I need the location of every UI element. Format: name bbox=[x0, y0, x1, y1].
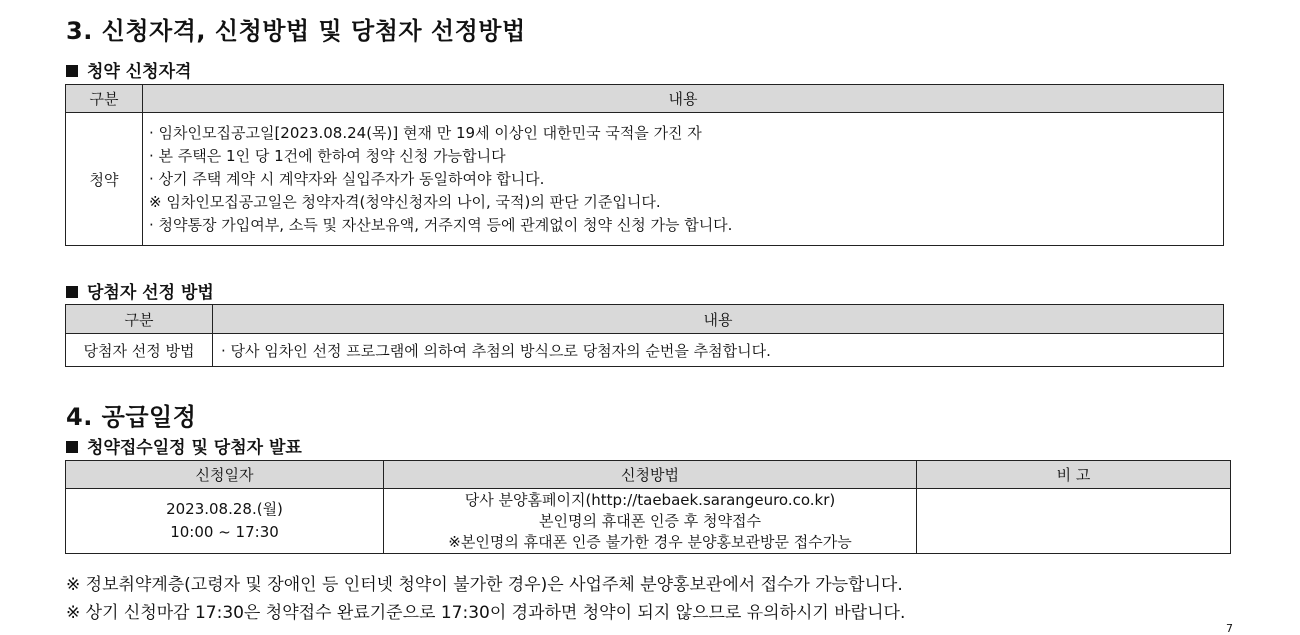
selection-table bbox=[65, 304, 1224, 367]
header-category: 구분 bbox=[66, 305, 213, 334]
square-bullet-icon bbox=[66, 286, 78, 298]
section-3-title: 3. 신청자격, 신청방법 및 당첨자 선정방법 bbox=[66, 17, 526, 45]
table-row bbox=[66, 113, 1224, 246]
section-4-title: 4. 공급일정 bbox=[66, 403, 197, 431]
header-date: 신청일자 bbox=[66, 461, 384, 489]
eligibility-table bbox=[65, 84, 1224, 246]
eligibility-lines bbox=[143, 113, 1224, 246]
method-line: ※본인명의 휴대폰 인증 불가한 경우 분양홍보관방문 접수가능 bbox=[448, 532, 852, 551]
note-line: ※ 상기 신청마감 17:30은 청약접수 완료기준으로 17:30이 경과하면 청약이 되지 않으므로 유의하시기 바랍니다. bbox=[66, 603, 906, 623]
square-bullet-icon bbox=[66, 441, 78, 453]
header-category: 구분 bbox=[66, 85, 143, 113]
row-content: · 당사 임차인 선정 프로그램에 의하여 추첨의 방식으로 당첨자의 순번을 추첨합니다. bbox=[213, 334, 1224, 367]
method-line: 본인명의 휴대폰 인증 후 청약접수 bbox=[539, 511, 761, 530]
list-item: · 본 주택은 1인 당 1건에 한하여 청약 신청 가능합니다 bbox=[149, 146, 506, 165]
square-bullet-icon bbox=[66, 65, 78, 77]
selection-heading bbox=[66, 278, 214, 303]
schedule-method-cell bbox=[384, 489, 917, 554]
schedule-date: 2023.08.28.(월) bbox=[166, 500, 283, 518]
list-item: ※ 임차인모집공고일은 청약자격(청약신청자의 나이, 국적)의 판단 기준입니다. bbox=[149, 192, 661, 211]
eligibility-heading bbox=[66, 57, 191, 82]
schedule-date-cell bbox=[66, 489, 384, 554]
schedule-heading bbox=[66, 433, 302, 458]
list-item: · 임차인모집공고일[2023.08.24(목)] 현재 만 19세 이상인 대한민국 국적을 가진 자 bbox=[149, 123, 702, 142]
table-row bbox=[66, 334, 1224, 367]
schedule-table bbox=[65, 460, 1231, 554]
table-row bbox=[66, 489, 1231, 554]
header-method: 신청방법 bbox=[384, 461, 917, 489]
page-number: 7 bbox=[1226, 622, 1233, 635]
eligibility-heading-text: 청약 신청자격 bbox=[87, 62, 192, 82]
note-line: ※ 정보취약계층(고령자 및 장애인 등 인터넷 청약이 불가한 경우)은 사업주체 분양홍보관에서 접수가 가능합니다. bbox=[66, 575, 903, 595]
schedule-heading-text: 청약접수일정 및 당첨자 발표 bbox=[87, 438, 302, 458]
header-content: 내용 bbox=[213, 305, 1224, 334]
row-label: 당첨자 선정 방법 bbox=[66, 334, 213, 367]
table-header-row bbox=[66, 461, 1231, 489]
method-line: 당사 분양홈페이지(http://taebaek.sarangeuro.co.kr) bbox=[464, 490, 836, 509]
schedule-remarks-cell bbox=[917, 489, 1231, 554]
table-header-row bbox=[66, 85, 1224, 113]
table-header-row bbox=[66, 305, 1224, 334]
row-label: 청약 bbox=[66, 113, 143, 246]
list-item: · 청약통장 가입여부, 소득 및 자산보유액, 거주지역 등에 관계없이 청약 신청 가능 합니다. bbox=[149, 215, 733, 234]
header-remarks: 비 고 bbox=[917, 461, 1231, 489]
selection-heading-text: 당첨자 선정 방법 bbox=[87, 283, 214, 303]
schedule-time: 10:00 ~ 17:30 bbox=[170, 523, 279, 541]
list-item: · 상기 주택 계약 시 계약자와 실입주자가 동일하여야 합니다. bbox=[149, 169, 545, 188]
header-content: 내용 bbox=[143, 85, 1224, 113]
